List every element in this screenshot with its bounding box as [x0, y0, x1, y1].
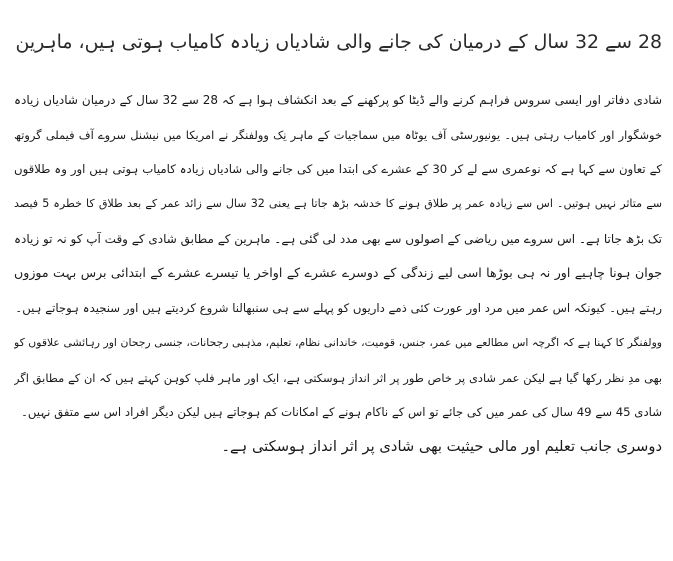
article-line: دوسری جانب تعلیم اور مالی حیثیت بھی شادی پر اثر انداز ہوسکتی ہے۔	[221, 437, 662, 455]
article-headline: 28 سے 32 سال کے درمیان کی جانے والی شادیاں زیادہ کامیاب ہوتی ہیں، ماہرین	[15, 31, 662, 53]
article-line: رہتے ہیں۔ کیونکہ اس عمر میں مرد اور عورت کئی ذمے داریوں کو پہلے سے ہی سنبھالنا شروع کردیتے ہیں اور سنجیدہ ہوجاتے ہیں۔	[15, 301, 662, 316]
article-line: تک بڑھ جاتا ہے۔ اس سروے میں ریاضی کے اصولوں سے بھی مدد لی گئی ہے۔ ماہرین کے مطابق شادی کے وقت آپ کو نہ تو زیادہ	[14, 231, 662, 246]
article-line: کے تعاون سے کہا ہے کہ نوعمری سے لے کر 30 کے عشرے کی ابتدا میں کی جانے والی شادیاں زیادہ کامیاب ہوتی ہیں اور وہ طلاقوں	[14, 162, 662, 177]
article-line: سے متاثر نہیں ہوتیں۔ اس سے زیادہ عمر پر طلاق ہونے کا خدشہ بڑھ جاتا ہے یعنی 32 سال سے زائد عمر کے بعد طلاق کا خطرہ 5 فیصد	[14, 197, 662, 211]
article-line: خوشگوار اور کامیاب رہتی ہیں۔ یونیورسٹی آف یوٹاہ میں سماجیات کے ماہر نِک وولفنگر نے امریکا میں نیشنل سروے آف فیملی گروتھ	[14, 127, 662, 142]
article-line: وولفنگر کا کہنا ہے کہ اگرچہ اس مطالعے میں عمر، جنس، قومیت، خاندانی نظام، تعلیم، مذہبی رجحانات، جنسی رجحان اور رہائشی علاقوں کو	[14, 335, 662, 349]
article-line: شادی 45 سے 49 سال کی عمر میں کی جائے تو اس کے ناکام ہونے کے امکانات کم ہوجاتے ہیں لیکن دیگر افراد اس سے متفق نہیں۔	[21, 405, 662, 420]
article-line: جوان ہونا چاہیے اور نہ ہی بوڑھا اسی لیے زندگی کے دوسرے عشرے کے اواخر یا تیسرے عشرے کے ابتدائی برس بہت موزوں	[14, 265, 662, 281]
article-line: بھی مدِ نظر رکھا گیا ہے لیکن عمر شادی پر خاص طور پر اثر انداز ہوسکتی ہے، ایک اور ماہر فلپ کوہن کہتے ہیں کہ ان کے مطابق اگر	[14, 370, 662, 385]
article-body	[14, 83, 662, 465]
article-line: شادی دفاتر اور ایسی سروس فراہم کرنے والے ڈیٹا کو پرکھنے کے بعد انکشاف ہوا ہے کہ 28 سے 32 سال کے درمیان شادیاں زیادہ	[14, 93, 662, 107]
article	[14, 24, 662, 465]
